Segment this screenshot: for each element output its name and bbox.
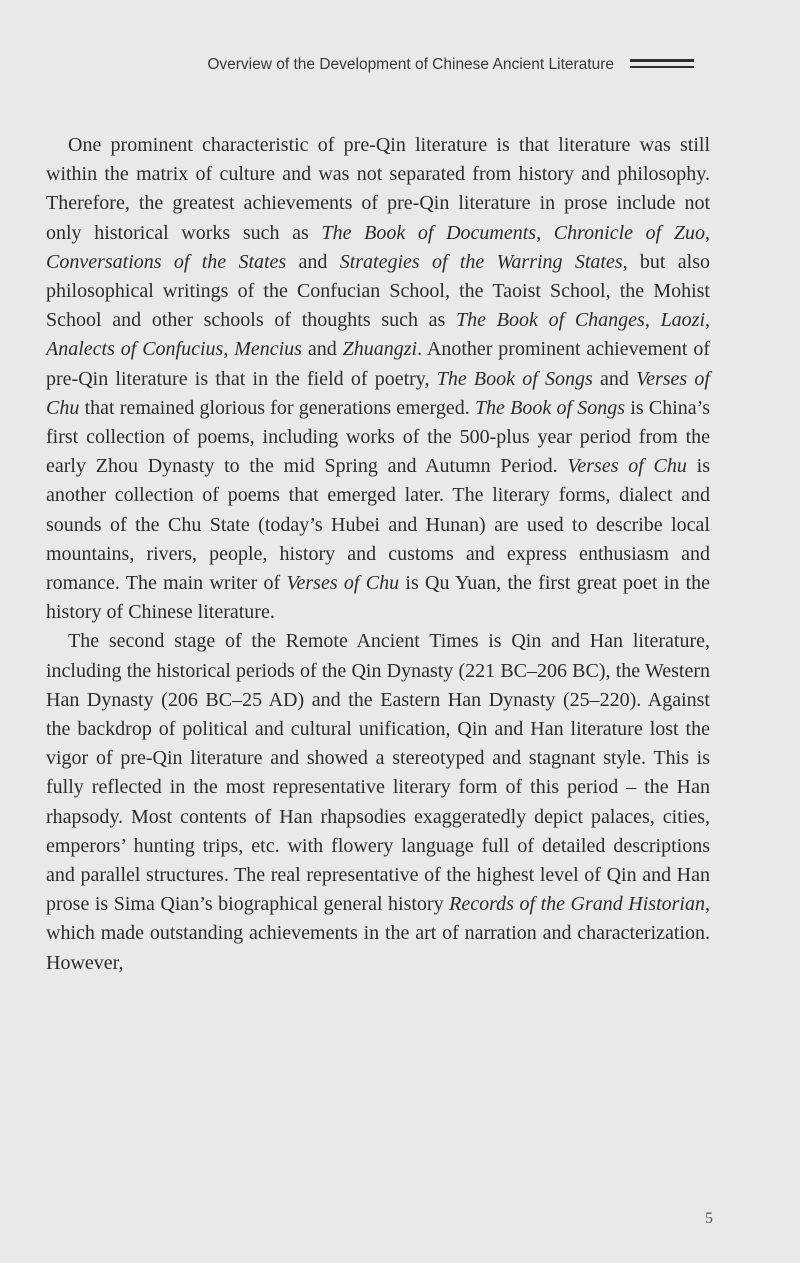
- italic-title: Mencius: [234, 338, 302, 361]
- italic-title: Strategies of the Warring States: [339, 250, 623, 273]
- italic-title: Conversations of the States: [46, 250, 287, 273]
- text-run: ,: [705, 221, 711, 244]
- italic-title: The Book of Songs: [474, 396, 626, 419]
- text-run: , which made outstanding achievements in the art of narration and characterization. However,: [46, 893, 710, 974]
- running-header-title: Overview of the Development of Chinese Ancient Literature: [207, 56, 614, 73]
- running-header: [0, 56, 800, 80]
- italic-title: Chronicle of Zuo: [553, 221, 706, 244]
- text-run: The second stage of the Remote Ancient Times is Qin and Han literature, including the historical periods of the Qin Dynasty (221 BC–206 BC), the Western Han Dynasty (206 BC–25 AD) and the Eastern Han Dynasty (25–220). Against the backdrop of political and cultural unification, Qin and Han literature lost the vigor of pre-Qin literature and showed a stereotyped and stagnant style. This is fully reflected in the most representative literary form of this period – the Han rhapsody. Most contents of Han rhapsodies exaggeratedly depict palaces, cities, emperors’ hunting trips, etc. with flowery language full of detailed descriptions and parallel structures. The real representative of the highest level of Qin and Han prose is Sima Qian’s biographical general history: [46, 630, 710, 916]
- text-run: and: [301, 338, 343, 361]
- text-run: One prominent characteristic of pre-Qin literature is that literature was still within the matrix of culture and was not separated from history and philosophy. Therefore, the greatest achievements of pre-Qin literature in prose include not only historical works such as: [46, 134, 710, 244]
- text-run: ,: [644, 309, 661, 332]
- page-number: 5: [705, 1210, 713, 1227]
- body-text: [46, 131, 710, 978]
- text-run: ,: [536, 221, 554, 244]
- paragraph: [46, 131, 710, 627]
- text-run: and: [592, 367, 637, 390]
- header-rule-thin: [630, 66, 694, 68]
- text-run: . Another prominent achievement of pre-Qin literature is that in the field of poetry,: [46, 338, 710, 390]
- italic-title: Zhuangzi: [342, 338, 418, 361]
- text-run: that remained glorious for generations emerged.: [79, 396, 475, 419]
- italic-title: The Book of Changes: [456, 309, 645, 332]
- italic-title: Records of the Grand Historian: [449, 893, 705, 916]
- italic-title: The Book of Songs: [436, 367, 593, 390]
- italic-title: Analects of Confucius: [46, 338, 224, 361]
- text-run: ,: [705, 309, 711, 332]
- text-run: , but also philosophical writings of the Confucian School, the Taoist School, the Mohist School and other schools of thoughts such as: [46, 250, 710, 332]
- text-run: is China’s first collection of poems, including works of the 500-plus year period from the early Zhou Dynasty to the mid Spring and Autumn Period.: [46, 396, 710, 478]
- italic-title: Verses of Chu: [286, 572, 400, 595]
- text-run: is Qu Yuan, the first great poet in the history of Chinese literature.: [46, 572, 711, 624]
- text-run: and: [286, 250, 340, 273]
- italic-title: Verses of Chu: [567, 455, 687, 478]
- paragraph: [46, 627, 710, 977]
- header-rule-thick: [630, 59, 694, 62]
- italic-title: The Book of Documents: [321, 221, 537, 244]
- text-run: is another collection of poems that emerged later. The literary forms, dialect and sounds of the Chu State (today’s Hubei and Hunan) are used to describe local mountains, rivers, people, history and customs and express enthusiasm and romance. The main writer of: [46, 455, 711, 595]
- italic-title: Verses of Chu: [46, 367, 710, 419]
- text-run: ,: [223, 338, 235, 361]
- italic-title: Laozi: [660, 309, 706, 332]
